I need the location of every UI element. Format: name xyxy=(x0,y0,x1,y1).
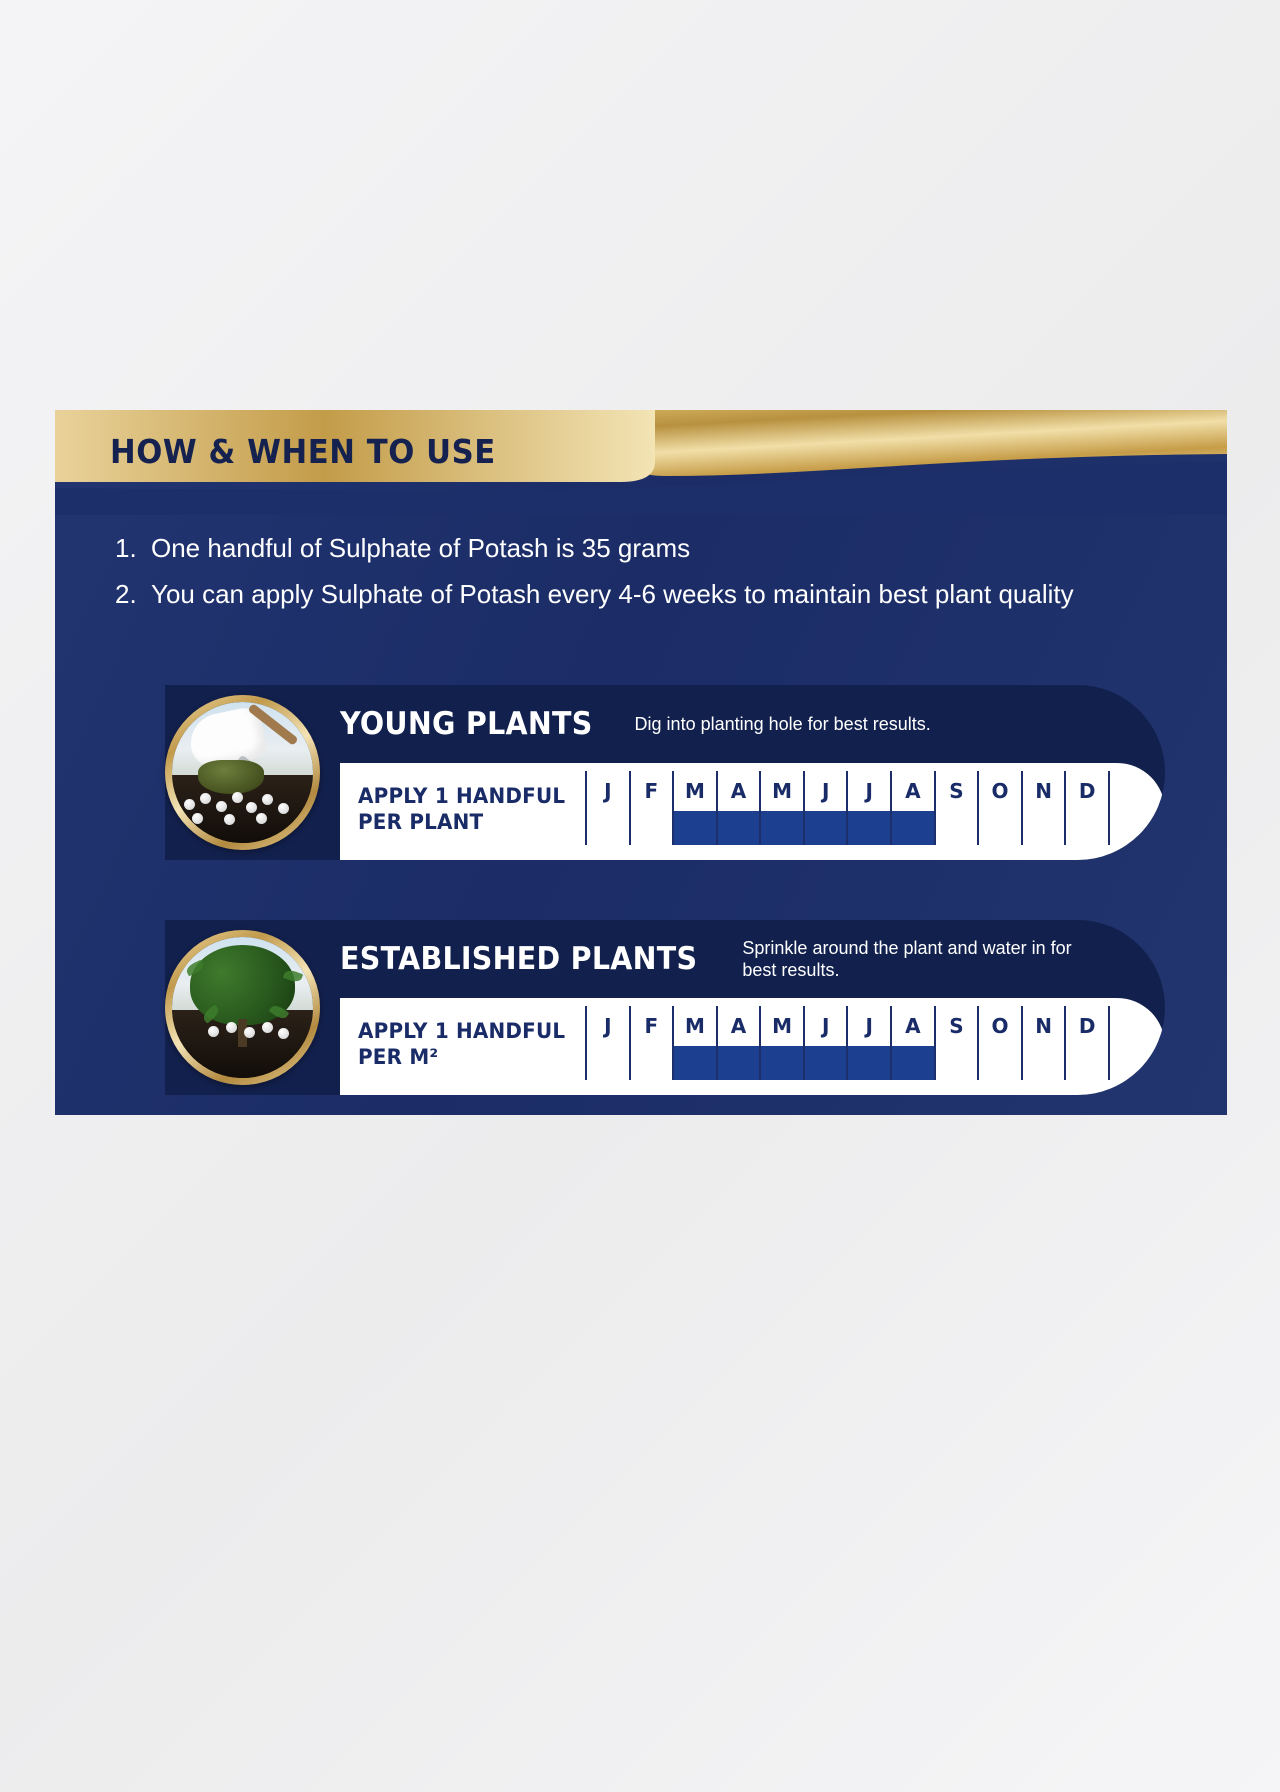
panel-header xyxy=(340,920,1165,998)
instruction-text: You can apply Sulphate of Potash every 4-6 weeks to maintain best plant quality xyxy=(151,579,1074,609)
dose-line-2: PER M² xyxy=(358,1045,439,1069)
month-label-row xyxy=(585,1006,1110,1046)
how-and-when-to-use-card xyxy=(55,410,1227,1115)
fertiliser-pellets xyxy=(182,791,304,825)
root-ball xyxy=(198,760,264,794)
instruction-item xyxy=(115,530,1125,566)
month-marker xyxy=(674,1046,718,1080)
instructions-list xyxy=(115,530,1125,622)
month-label-row xyxy=(585,771,1110,811)
month-marker xyxy=(892,811,936,845)
month-label: M xyxy=(674,1006,718,1046)
month-label: O xyxy=(979,771,1023,811)
month-calendar-established xyxy=(585,1006,1110,1086)
month-label: O xyxy=(979,1006,1023,1046)
month-label: J xyxy=(585,771,631,811)
month-label: A xyxy=(718,1006,762,1046)
month-marker xyxy=(979,1046,1023,1080)
dose-label xyxy=(358,1018,565,1070)
month-marker xyxy=(1023,811,1067,845)
month-marker xyxy=(761,1046,805,1080)
month-marker xyxy=(718,811,762,845)
dose-label xyxy=(358,783,565,835)
month-marker xyxy=(936,1046,980,1080)
month-marker xyxy=(848,1046,892,1080)
panel-title: YOUNG PLANTS xyxy=(340,706,593,742)
panel-title: ESTABLISHED PLANTS xyxy=(340,941,698,977)
dose-line-1: APPLY 1 HANDFUL xyxy=(358,1019,566,1043)
application-window-row xyxy=(585,1046,1110,1080)
application-window-row xyxy=(585,811,1110,845)
month-label: M xyxy=(761,1006,805,1046)
month-marker xyxy=(979,811,1023,845)
month-label: S xyxy=(936,771,980,811)
instruction-item xyxy=(115,576,1125,612)
month-marker xyxy=(1023,1046,1067,1080)
month-marker xyxy=(585,811,631,845)
panel-subtitle: Sprinkle around the plant and water in for best results. xyxy=(742,938,1072,980)
month-marker xyxy=(848,811,892,845)
month-marker xyxy=(892,1046,936,1080)
month-marker xyxy=(631,811,675,845)
month-label: M xyxy=(674,771,718,811)
panel-established-plants xyxy=(165,920,1165,1095)
instruction-number: 1. xyxy=(115,533,137,563)
panel-header xyxy=(340,685,1165,763)
month-marker xyxy=(936,811,980,845)
month-label: J xyxy=(805,1006,849,1046)
month-label: J xyxy=(848,771,892,811)
month-marker xyxy=(585,1046,631,1080)
month-label: A xyxy=(892,771,936,811)
month-marker xyxy=(674,811,718,845)
panel-young-plants xyxy=(165,685,1165,860)
month-label: A xyxy=(718,771,762,811)
month-label: N xyxy=(1023,771,1067,811)
established-plants-photo-badge xyxy=(165,930,320,1085)
month-marker xyxy=(805,811,849,845)
instruction-number: 2. xyxy=(115,579,137,609)
instruction-text: One handful of Sulphate of Potash is 35 grams xyxy=(151,533,691,563)
month-marker xyxy=(1066,811,1110,845)
month-label: J xyxy=(805,771,849,811)
month-marker xyxy=(805,1046,849,1080)
month-label: M xyxy=(761,771,805,811)
month-label: N xyxy=(1023,1006,1067,1046)
month-label: J xyxy=(848,1006,892,1046)
panel-subtitle: Dig into planting hole for best results. xyxy=(634,714,931,734)
month-label: D xyxy=(1066,771,1110,811)
month-marker xyxy=(631,1046,675,1080)
month-label: F xyxy=(631,1006,675,1046)
fertiliser-pellets xyxy=(182,1020,304,1054)
month-calendar-young xyxy=(585,771,1110,851)
page-title: HOW & WHEN TO USE xyxy=(110,432,496,471)
month-label: J xyxy=(585,1006,631,1046)
month-label: A xyxy=(892,1006,936,1046)
established-tree-photo xyxy=(172,937,313,1078)
month-marker xyxy=(718,1046,762,1080)
gloved-hand-planting-photo xyxy=(172,702,313,843)
month-label: D xyxy=(1066,1006,1110,1046)
dose-and-calendar-strip xyxy=(340,998,1165,1095)
month-label: S xyxy=(936,1006,980,1046)
gold-header-band xyxy=(55,410,1227,515)
dose-line-2: PER PLANT xyxy=(358,810,484,834)
dose-and-calendar-strip xyxy=(340,763,1165,860)
young-plants-photo-badge xyxy=(165,695,320,850)
month-marker xyxy=(1066,1046,1110,1080)
month-label: F xyxy=(631,771,675,811)
dose-line-1: APPLY 1 HANDFUL xyxy=(358,784,566,808)
month-marker xyxy=(761,811,805,845)
